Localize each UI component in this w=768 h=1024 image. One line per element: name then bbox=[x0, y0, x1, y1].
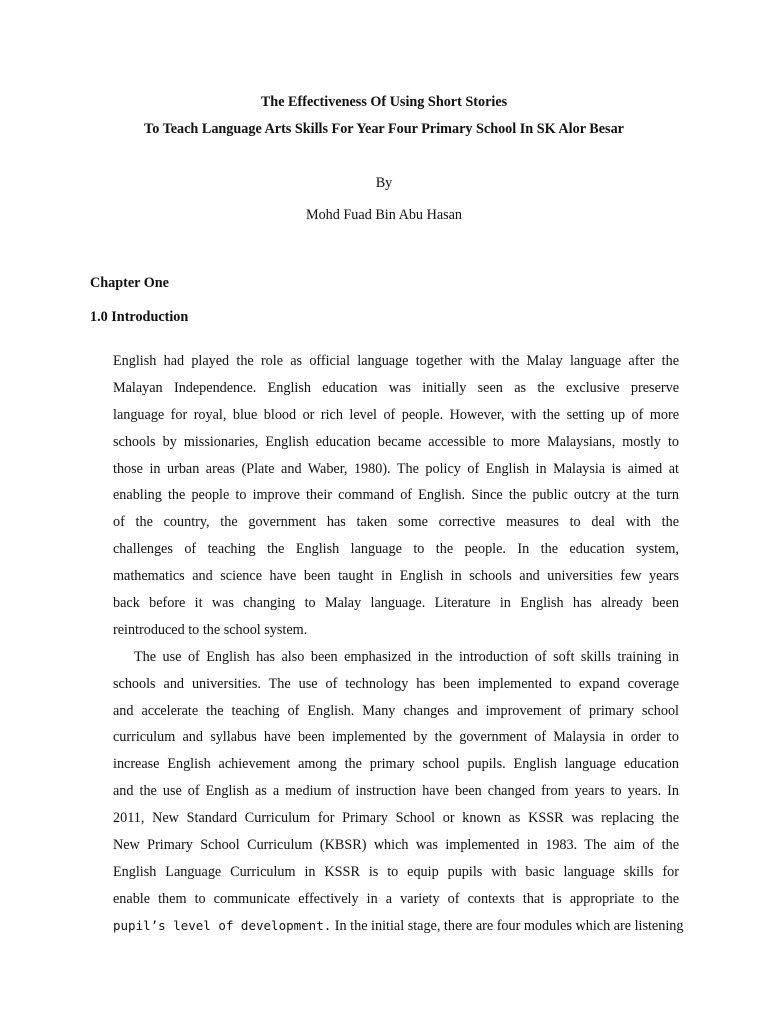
paragraph-2-line: The use of English has also been emphasized in the introduction of soft skills training in bbox=[134, 648, 679, 665]
body-text bbox=[113, 348, 684, 940]
paragraph-1-line: enabling the people to improve their command of English. Since the public outcry at the turn bbox=[113, 487, 679, 504]
paragraph-2-line: and the use of English as a medium of instruction have been changed from years to years. In bbox=[113, 783, 679, 800]
paragraph-2-line-fragment: In the initial stage, there are four modules which are listening bbox=[331, 917, 684, 934]
paragraph-1-line: mathematics and science have been taught in English in schools and universities few years bbox=[113, 568, 679, 585]
paragraph-2-line: New Primary School Curriculum (KBSR) which was implemented in 1983. The aim of the bbox=[113, 837, 679, 854]
author-name: Mohd Fuad Bin Abu Hasan bbox=[305, 207, 463, 223]
paragraph-1-line: schools by missionaries, English education became accessible to more Malaysians, mostly to bbox=[113, 433, 679, 450]
paragraph-1-line: language for royal, blue blood or rich level of people. However, with the setting up of more bbox=[113, 406, 679, 423]
document-title-line-1: The Effectiveness Of Using Short Stories bbox=[260, 94, 508, 110]
paragraph-2-line bbox=[113, 913, 684, 940]
paragraph-1-line: back before it was changing to Malay language. Literature in English has already been bbox=[113, 595, 679, 612]
paragraph-1-line: those in urban areas (Plate and Waber, 1980). The policy of English in Malaysia is aimed at bbox=[113, 460, 679, 477]
document-title-line-2: To Teach Language Arts Skills For Year Four Primary School In SK Alor Besar bbox=[144, 121, 624, 137]
paragraph-1-line: English had played the role as official language together with the Malay language after the bbox=[113, 353, 679, 369]
paragraph-1-line: of the country, the government has taken some corrective measures to deal with the bbox=[113, 514, 679, 531]
chapter-heading: Chapter One bbox=[90, 275, 169, 291]
paragraph-1-line: reintroduced to the school system. bbox=[113, 621, 308, 638]
paragraph-1-line: Malayan Independence. English education was initially seen as the exclusive preserve bbox=[113, 379, 679, 396]
paragraph-2-line: English Language Curriculum in KSSR is to equip pupils with basic language skills for bbox=[113, 863, 679, 880]
section-heading: 1.0 Introduction bbox=[90, 309, 189, 325]
paragraph-2-line: enable them to communicate effectively in a variety of contexts that is appropriate to the bbox=[113, 890, 679, 907]
paragraph-2-line: schools and universities. The use of technology has been implemented to expand coverage bbox=[113, 675, 679, 692]
paragraph-1-line: challenges of teaching the English language to the people. In the education system, bbox=[113, 541, 679, 558]
paragraph-2-line: curriculum and syllabus have been implemented by the government of Malaysia in order to bbox=[113, 729, 679, 746]
paragraph-2-line: increase English achievement among the primary school pupils. English language education bbox=[113, 756, 679, 773]
paragraph-2-line: 2011, New Standard Curriculum for Primary School or known as KSSR was replacing the bbox=[113, 810, 679, 827]
paragraph-2-line: and accelerate the teaching of English. Many changes and improvement of primary school bbox=[113, 702, 679, 719]
by-label: By bbox=[375, 175, 393, 191]
paragraph-2-line-fragment: pupil’s level of development. bbox=[113, 917, 332, 933]
